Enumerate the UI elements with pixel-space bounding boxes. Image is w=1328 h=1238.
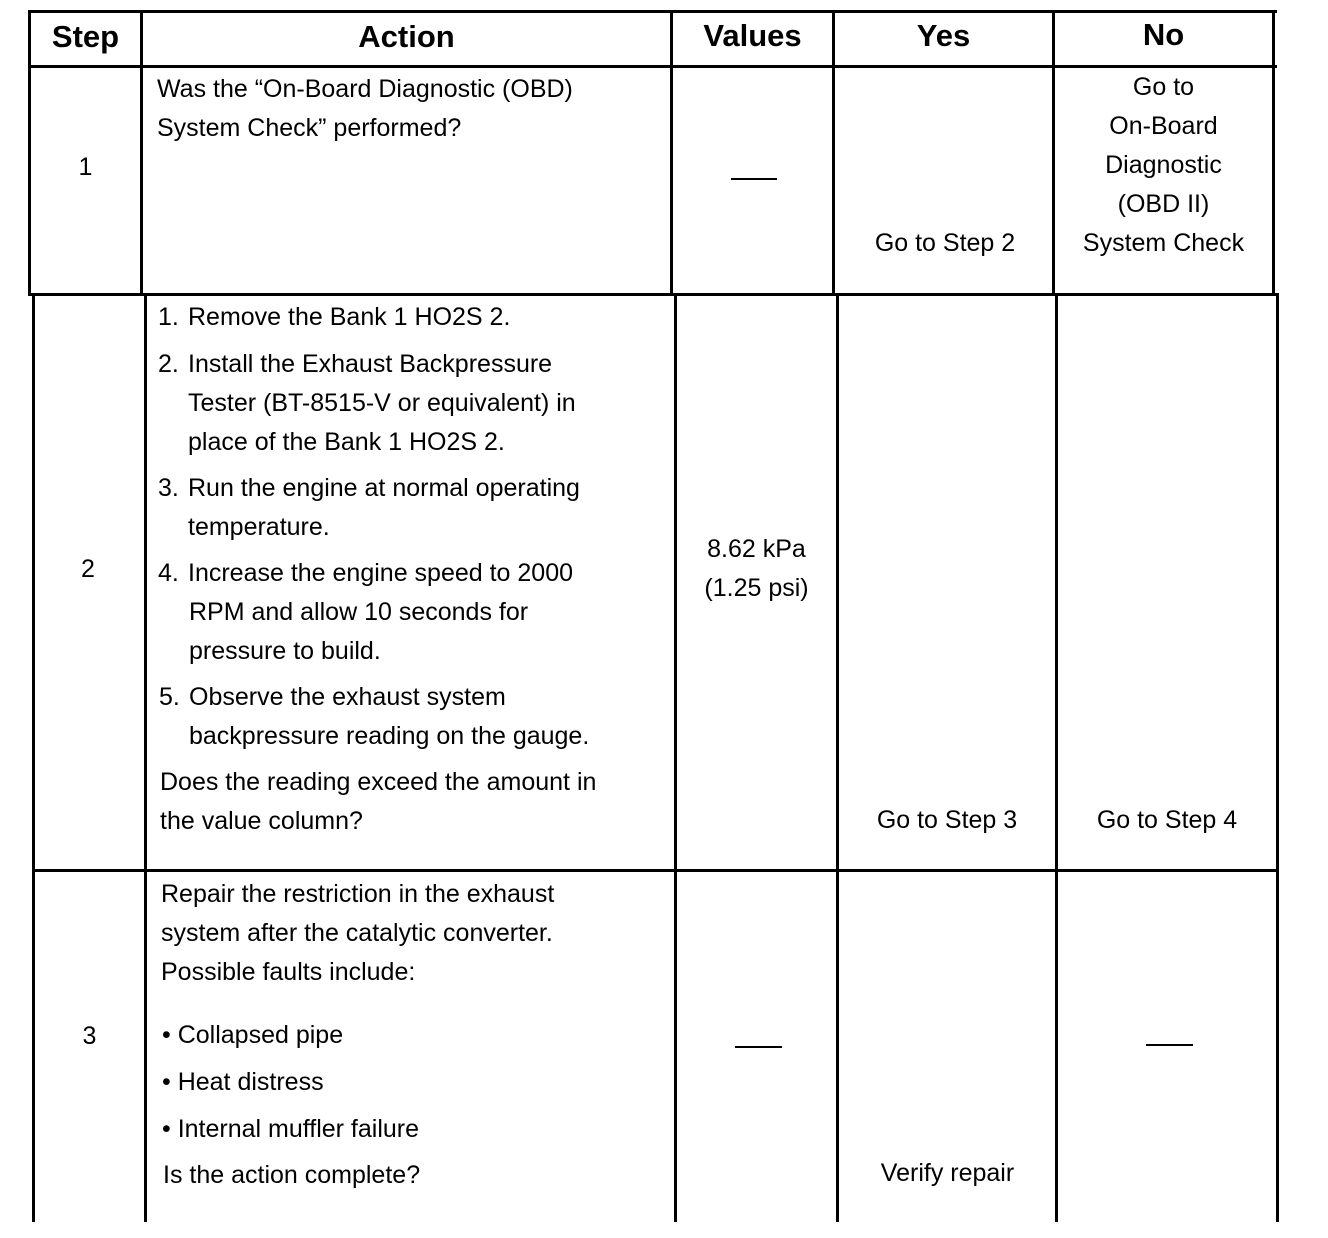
list-text: Run the engine at normal operating [188,474,580,502]
list-text: Observe the exhaust system [189,683,506,711]
row1-yes: Go to Step 2 [874,229,1016,257]
list-number: 5. [159,683,180,711]
row2-no: Go to Step 4 [1096,806,1238,834]
row1-no-line2: On-Board [1109,112,1218,140]
col-right-border-lower [1276,293,1279,1222]
row2-item3 [158,469,580,508]
row3-intro-line2: system after the catalytic converter. [161,919,553,947]
row1-action-line2: System Check” performed? [157,114,462,142]
row2-question-line1: Does the reading exceed the amount in [160,768,597,796]
row2-values-line1: 8.62 kPa [707,535,806,563]
list-number: 1. [158,303,179,331]
col-action-values-border-lower [674,293,677,1222]
col-right-border [1272,10,1275,296]
row3-intro-line1: Repair the restriction in the exhaust [161,880,555,908]
row2-item4 [158,554,573,593]
row2-item5 [159,678,506,717]
row3-yes: Verify repair [880,1159,1015,1187]
row1-no-line4: (OBD II) [1117,190,1210,218]
row2-item1 [158,298,510,337]
row3-question: Is the action complete? [163,1161,421,1189]
header-yes: Yes [916,18,971,53]
list-number: 4. [158,559,179,587]
col-values-yes-border-lower [836,293,839,1222]
col-step-action-border-lower [144,293,147,1222]
row1-no-line1: Go to [1132,73,1195,101]
header-step: Step [51,19,120,54]
list-text: Increase the engine speed to 2000 [188,559,574,587]
row1-values-dash [731,178,777,180]
row2-yes: Go to Step 3 [876,806,1018,834]
row2-item4-line3: pressure to build. [189,637,381,665]
list-number: 3. [158,474,179,502]
row3-no-dash [1146,1044,1193,1046]
row3-bullet3: • Internal muffler failure [162,1115,420,1143]
row2-item4-line2: RPM and allow 10 seconds for [189,598,529,626]
row3-values-dash [735,1046,782,1048]
list-text: Install the Exhaust Backpressure [188,350,553,378]
row3-bullet1: • Collapsed pipe [162,1021,344,1049]
row3-intro-line3: Possible faults include: [161,958,416,986]
row1-no-line3: Diagnostic [1105,151,1222,179]
row2-step: 2 [81,555,95,583]
row2-values-line2: (1.25 psi) [704,574,809,602]
row1-step: 1 [78,153,93,181]
row2-item5-line2: backpressure reading on the gauge. [189,722,590,750]
list-number: 2. [158,350,179,378]
row3-bullet2: • Heat distress [162,1068,324,1096]
col-yes-no-border-lower [1055,293,1058,1222]
row1-bottom-border [29,293,1277,296]
row2-item2 [158,345,552,384]
table-top-border [29,10,1277,13]
row3-step: 3 [82,1022,97,1050]
header-no: No [1142,17,1185,52]
header-action: Action [358,19,455,54]
row2-item2-line3: place of the Bank 1 HO2S 2. [188,428,505,456]
header-values: Values [703,18,802,53]
row2-item2-line2: Tester (BT-8515-V or equivalent) in [188,389,576,417]
list-text: Remove the Bank 1 HO2S 2. [188,303,511,331]
row2-bottom-border [33,869,1279,872]
col-left-border-lower [32,293,35,1222]
row2-item3-line2: temperature. [188,513,330,541]
row1-action-line1: Was the “On-Board Diagnostic (OBD) [157,75,573,103]
row1-no-line5: System Check [1082,229,1245,257]
row2-question-line2: the value column? [160,807,363,835]
